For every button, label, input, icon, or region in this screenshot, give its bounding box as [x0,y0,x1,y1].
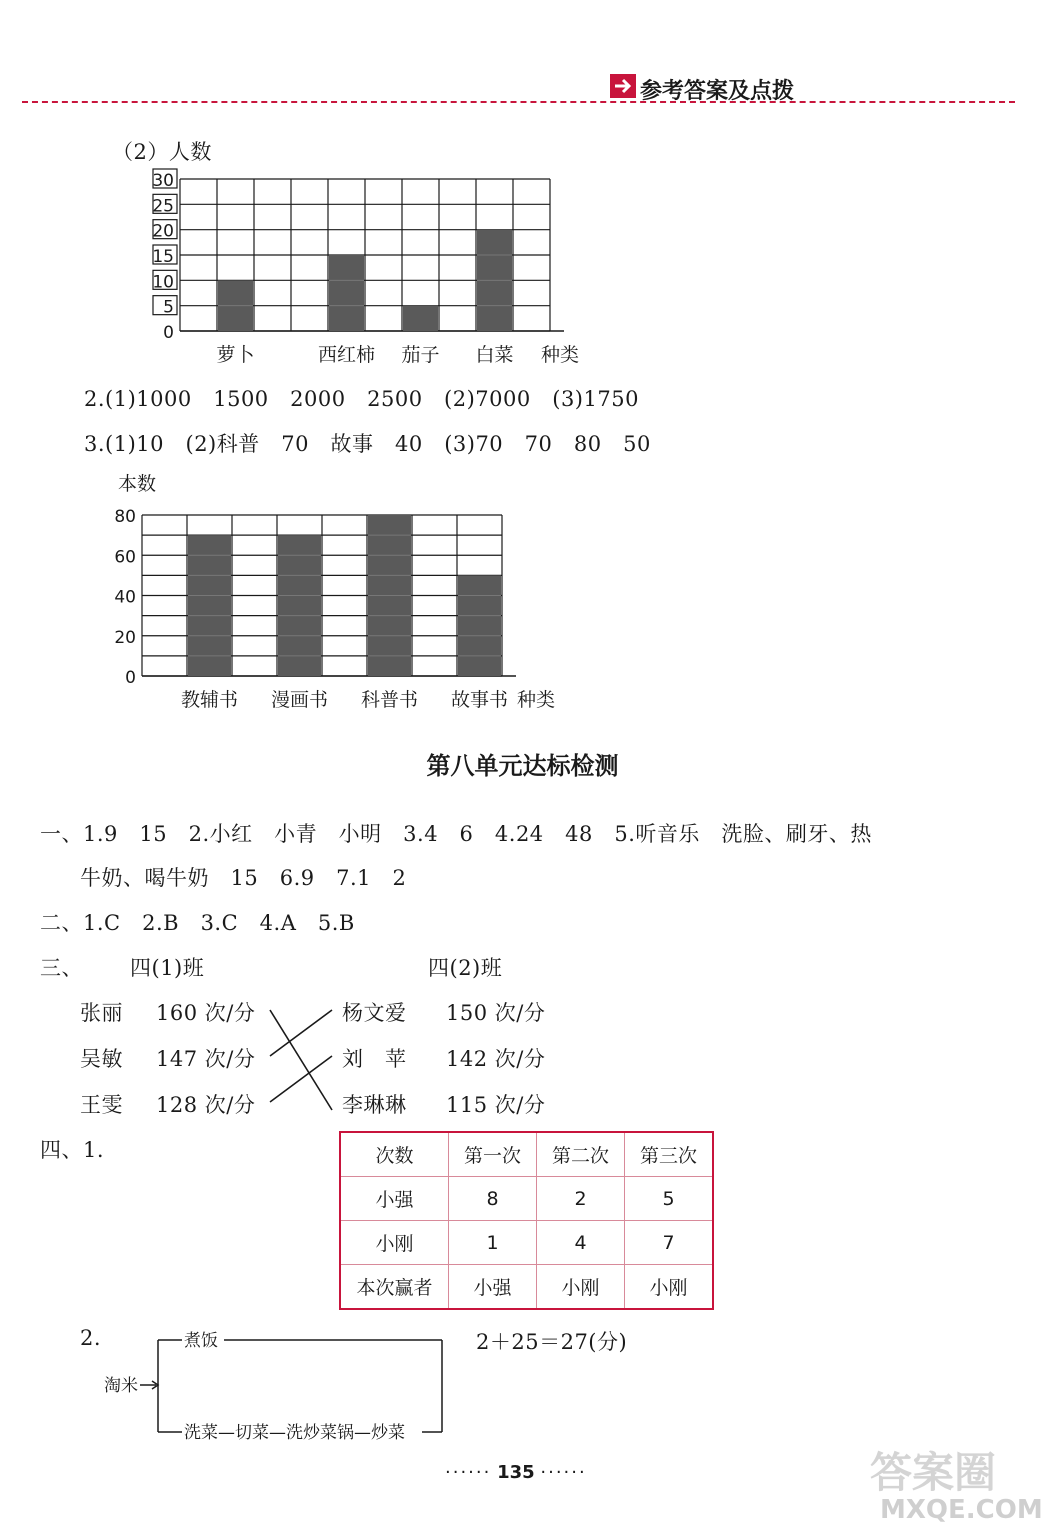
table-cell: 5 [625,1177,714,1221]
part-4-label: 四、1. [40,1138,105,1162]
x-tick-label: 故事书 [450,689,509,711]
part-1-line-1: 一、1.9 15 2.小红 小青 小明 3.4 6 4.24 48 5.听音乐 洗脸、刷牙、热 [40,822,872,846]
right-score: 115 次/分 [446,1093,546,1117]
y-tick-label: 20 [152,221,174,242]
table-cell: 第二次 [537,1132,625,1177]
chart-books-by-type [100,468,570,711]
section-title: 第八单元达标检测 [426,752,619,780]
left-score: 128 次/分 [156,1093,256,1117]
bar [188,535,231,676]
x-axis-label: 种类 [516,689,556,711]
y-tick-label: 5 [163,297,174,318]
left-score: 160 次/分 [156,1001,256,1025]
table-header-row [340,1132,713,1177]
header-title: 参考答案及点拨 [640,79,795,104]
process-flow-diagram [100,1325,450,1450]
class-left-title: 四(1)班 [130,956,205,980]
bar [329,255,364,331]
table-cell: 8 [449,1177,537,1221]
flow-bottom: 洗菜—切菜—洗炒菜锅—炒菜 [184,1423,405,1443]
page-number: ······ 135 ······ [445,1462,587,1483]
table-row [340,1221,713,1265]
class-right-title: 四(2)班 [428,956,503,980]
watermark-url: MXQE.COM [880,1495,1043,1525]
left-name: 张丽 [80,1001,123,1025]
matching-lines [262,990,342,1120]
watermark-logo: 答案圈 [870,1448,997,1497]
table-cell: 1 [449,1221,537,1265]
table-row [340,1177,713,1221]
table-cell: 4 [537,1221,625,1265]
bar [458,575,501,676]
results-table [339,1131,714,1310]
right-name: 李琳琳 [342,1093,407,1117]
part-1-line-2: 牛奶、喝牛奶 15 6.9 7.1 2 [80,866,407,890]
part-2-line: 二、1.C 2.B 3.C 4.A 5.B [40,911,355,935]
y-tick-label: 40 [114,587,136,608]
x-tick-label: 白菜 [475,344,514,366]
part-4-2-label: 2. [80,1326,102,1350]
left-score: 147 次/分 [156,1047,256,1071]
y-tick-label: 0 [163,323,174,343]
y-tick-label: 25 [152,196,174,217]
y-tick-label: 80 [114,507,136,527]
chart1-label: （2）人数 [112,140,212,164]
bar [278,535,321,676]
x-tick-label: 科普书 [360,689,419,711]
x-tick-label: 茄子 [401,344,440,366]
table-cell: 第三次 [625,1132,714,1177]
y-tick-label: 0 [125,668,136,688]
flow-top: 煮饭 [184,1331,218,1351]
table-cell: 次数 [340,1132,449,1177]
chart-people-by-vegetable [140,165,580,370]
header-divider [22,101,1015,103]
y-axis-label: 本数 [118,473,157,495]
flow-start: 淘米 [104,1376,138,1396]
left-name: 吴敏 [80,1047,123,1071]
y-tick-label: 60 [114,547,136,568]
right-score: 150 次/分 [446,1001,546,1025]
time-answer: 2＋25＝27(分) [476,1330,628,1354]
arrow-icon [610,74,636,98]
answer-2: 2.(1)1000 1500 2000 2500 (2)7000 (3)1750 [84,387,639,411]
table-cell: 7 [625,1221,714,1265]
part-3-label: 三、 [40,956,83,980]
right-name: 杨文爱 [342,1001,407,1025]
page-number-value: 135 [497,1462,535,1483]
x-axis-label: 种类 [540,344,580,366]
y-tick-label: 15 [152,247,174,267]
table-cell: 本次赢者 [340,1265,449,1310]
y-tick-label: 30 [152,171,174,191]
table-cell: 小强 [449,1265,537,1310]
x-tick-label: 西红柿 [317,344,376,366]
table-row [340,1265,713,1310]
table-cell: 第一次 [449,1132,537,1177]
y-tick-label: 10 [152,272,174,293]
left-name: 王雯 [80,1093,123,1117]
y-tick-label: 20 [114,627,136,648]
table-cell: 小刚 [340,1221,449,1265]
x-tick-label: 教辅书 [180,689,239,711]
x-tick-label: 萝卜 [216,344,255,366]
table-cell: 小刚 [537,1265,625,1310]
table-cell: 小刚 [625,1265,714,1310]
bar [403,306,438,331]
right-name: 刘 苹 [342,1047,407,1071]
right-score: 142 次/分 [446,1047,546,1071]
table-cell: 2 [537,1177,625,1221]
answer-3: 3.(1)10 (2)科普 70 故事 40 (3)70 70 80 50 [84,432,651,456]
table-cell: 小强 [340,1177,449,1221]
x-tick-label: 漫画书 [270,689,329,711]
